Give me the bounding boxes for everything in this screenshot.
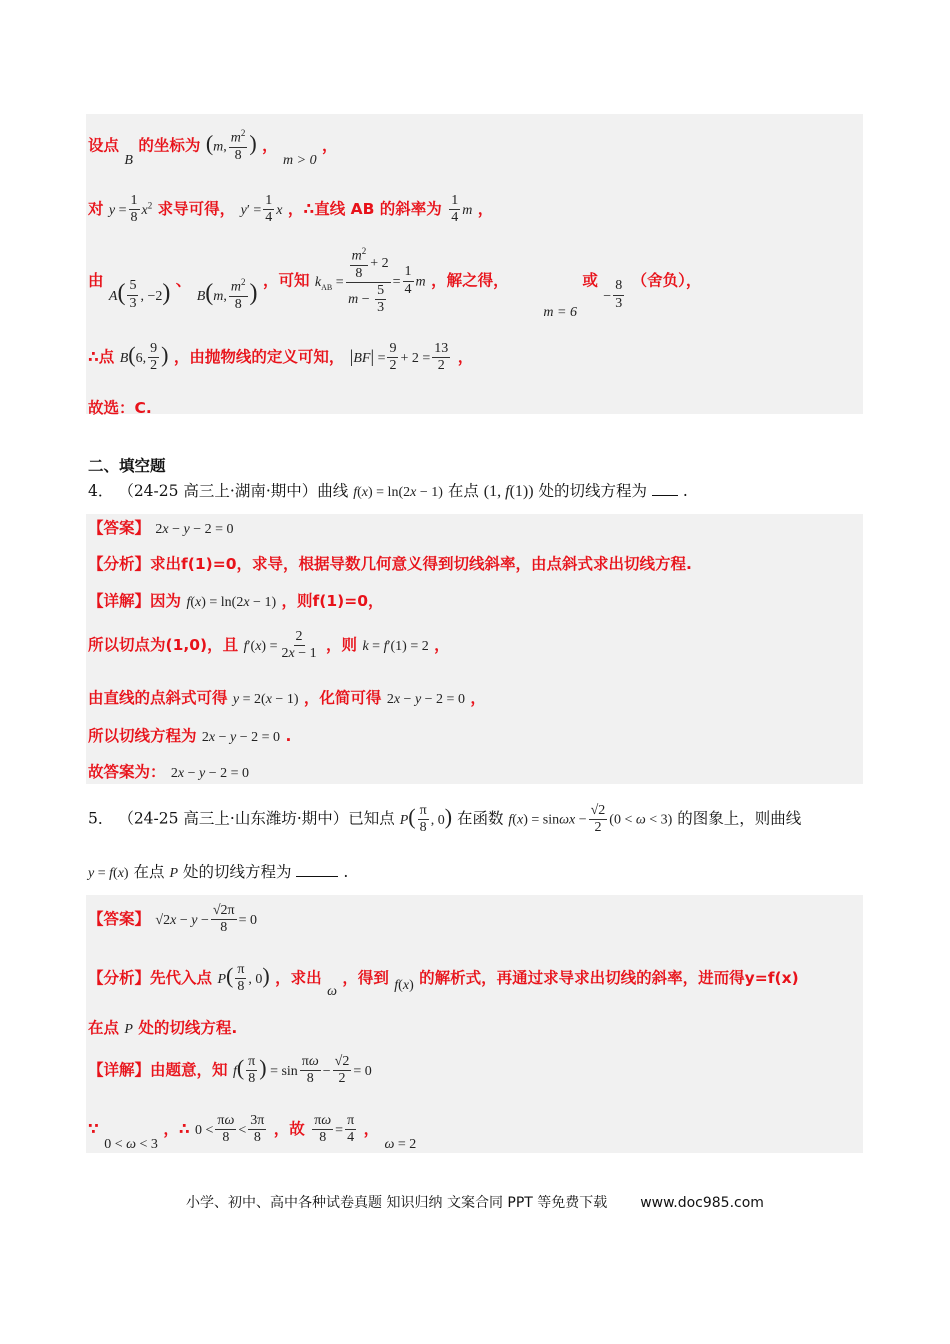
- frac-13-over-2: $\frac{13}{2}$: [434, 341, 449, 374]
- text: 在点: [133, 863, 165, 881]
- question-4: [88, 479, 688, 501]
- math-y-fx: y=f(x): [744, 969, 799, 988]
- solution-line-1: [88, 128, 338, 169]
- frac-1-over-4: $\frac{1}{4}$: [404, 264, 412, 297]
- analysis-label: 【分析】: [88, 555, 151, 573]
- q5-answer: [88, 903, 257, 936]
- text: 、: [175, 271, 192, 290]
- q5-step-1: [88, 1113, 417, 1153]
- text: 由题意，知: [150, 1061, 228, 1080]
- frac-pi-over-8: $\frac{\pi}{8}$: [237, 962, 245, 995]
- math-m: m: [415, 274, 426, 290]
- math-neg: −: [603, 288, 612, 304]
- math-P: P: [124, 1022, 133, 1037]
- text: 因为: [150, 592, 182, 610]
- solution-line-3: [88, 246, 702, 320]
- math-point: (1,0): [165, 636, 208, 655]
- math-answer: 2x − y − 2 = 0: [155, 522, 234, 537]
- text: ，解之得，: [431, 271, 509, 290]
- math-coord-B: (: [205, 130, 214, 156]
- question-number: 4．: [88, 482, 114, 500]
- text: ，可知: [262, 271, 310, 290]
- text: ，: [368, 592, 384, 610]
- answer-label: 【答案】: [88, 519, 151, 537]
- math-lt: <: [238, 1123, 247, 1139]
- frac-sqrt2pi-over-8: $\frac{√2\pi}{8}$: [212, 903, 235, 936]
- text: （舍负），: [631, 271, 702, 290]
- math-P: P(: [399, 803, 416, 829]
- math-kAB: $k_{AB}$ =: [314, 274, 344, 292]
- math-eq: =: [335, 1123, 344, 1139]
- text: 在点: [447, 482, 479, 500]
- text: 求导可得，: [157, 200, 236, 219]
- math-fprime: f′(x) =: [243, 639, 278, 655]
- math-sin: ) = sin: [259, 1055, 298, 1081]
- q5-analysis: [88, 962, 799, 1000]
- math-fx: f(x) = ln(2x − 1): [353, 485, 443, 500]
- math-answer: √2x − y −: [155, 913, 209, 929]
- frac-1-over-8: $\frac{1}{8}$: [130, 193, 138, 226]
- frac-m2-over-8: $\frac{m^2}{8}$: [230, 128, 246, 163]
- footer-url: www.doc985.com: [640, 1195, 764, 1211]
- frac-m2-over-8: $\frac{m^2}{8}$: [230, 277, 246, 312]
- q4-final-answer: [88, 760, 249, 782]
- math-fx: f(x) = ln(2x − 1): [186, 595, 277, 610]
- text: ∵: [88, 1120, 99, 1139]
- math-yprime: y′ =: [240, 203, 262, 219]
- frac-1-over-4: $\frac{1}{4}$: [451, 193, 459, 226]
- q5-detail: [88, 1054, 372, 1087]
- text: 所以切点为: [88, 636, 166, 655]
- math-point: (1, f(1)): [483, 483, 534, 500]
- text: ，则: [326, 636, 358, 655]
- math-m-positive: m > 0: [283, 153, 317, 169]
- math-simplified: 2x − y − 2 = 0: [386, 692, 465, 707]
- math-y-eq: y =: [108, 203, 127, 219]
- text: 故答案为：: [88, 763, 166, 781]
- text: ，: [434, 636, 450, 655]
- frac-3pi-over-8: $\frac{3\pi}{8}$: [250, 1113, 265, 1146]
- text: 处的切线方程.: [138, 1019, 238, 1037]
- frac-2-over-2x-1: $\frac{2}{2x - 1}$: [281, 629, 317, 662]
- math-B-coord: B(m,: [196, 279, 227, 306]
- math-B-point: B(6,: [119, 342, 147, 368]
- math-m: m: [462, 203, 473, 219]
- math-x: x: [276, 203, 283, 219]
- text: ，且: [207, 636, 239, 655]
- q4-step-3: [88, 724, 291, 746]
- frac-piomega-over-8: $\frac{\pi\omega}{8}$: [301, 1054, 319, 1087]
- frac-slope: $\frac{m^2}{8}$ + 2 m − $\frac{5}{3}$: [346, 246, 391, 316]
- q5-analysis-cont: [88, 1016, 237, 1038]
- text: 求出: [150, 555, 182, 573]
- text: .: [682, 482, 688, 500]
- math-neg2: , −2): [140, 279, 171, 306]
- frac-piomega-over-8: $\frac{\pi\omega}{8}$: [314, 1113, 332, 1146]
- math-m: m,: [213, 139, 227, 155]
- math-plus2: + 2 =: [400, 351, 431, 367]
- math-omega-eq-2: ω = 2: [384, 1137, 417, 1153]
- frac-9-over-2: $\frac{9}{2}$: [389, 341, 397, 374]
- text: 在点: [88, 1019, 120, 1037]
- q4-detail: [88, 589, 384, 611]
- q4-analysis: [88, 552, 692, 574]
- math-tangent: 2x − y − 2 = 0: [201, 730, 281, 745]
- math-eq: = 0: [238, 913, 258, 929]
- text: ，故: [273, 1120, 305, 1139]
- text: ，: [322, 136, 338, 155]
- frac-piomega-over-8: $\frac{\pi\omega}{8}$: [217, 1113, 235, 1146]
- text: ，∴直线 AB 的斜率为: [287, 200, 442, 219]
- math-fx: f(x): [394, 978, 414, 994]
- text: ，: [470, 689, 486, 707]
- math-eq: = 0: [353, 1064, 372, 1080]
- text: ，: [262, 136, 278, 155]
- page-footer: [0, 1192, 950, 1212]
- paren: ): [249, 130, 257, 156]
- text: ，由抛物线的定义可知，: [173, 348, 345, 367]
- text: 或: [582, 271, 598, 290]
- math-zero: , 0): [248, 963, 270, 989]
- text: ，化简可得: [303, 689, 382, 707]
- question-number: 5．: [88, 809, 114, 828]
- question-source: （24-25 高三上·湖南·期中）曲线: [118, 482, 349, 500]
- math-line: y = 2(x − 1): [232, 692, 299, 707]
- frac-sqrt2-over-2: $\frac{√2}{2}$: [590, 803, 606, 836]
- text: .: [285, 727, 292, 745]
- question-5: [88, 803, 801, 836]
- answer-blank: [296, 875, 338, 877]
- text: 处的切线方程为: [182, 863, 292, 881]
- math-f1: f(1)=0: [312, 592, 368, 610]
- text: 的解析式，再通过求导求出切线的斜率，进而得: [419, 969, 745, 988]
- math-BF: |BF| =: [349, 346, 386, 367]
- math-f1: f(1)=0: [181, 555, 237, 573]
- math-minus: −: [322, 1064, 331, 1080]
- text: 由: [88, 271, 104, 290]
- math-k: k = f′(1) = 2: [362, 639, 429, 655]
- footer-text: 小学、初中、高中各种试卷真题 知识归纳 文案合同 PPT 等免费下载: [186, 1195, 608, 1211]
- text: 由直线的点斜式可得: [88, 689, 228, 707]
- frac-sqrt2-over-2: $\frac{√2}{2}$: [334, 1054, 350, 1087]
- answer-label: 【答案】: [88, 910, 151, 929]
- paren: ): [161, 342, 169, 368]
- text: ，: [477, 200, 494, 219]
- text: 所以切线方程为: [88, 727, 197, 745]
- frac-pi-over-8: $\frac{\pi}{8}$: [248, 1054, 256, 1087]
- math-x2: $x^2$: [141, 200, 153, 219]
- math-bound: 0 <: [195, 1123, 214, 1139]
- question-5-cont: [88, 860, 348, 882]
- math-zero: , 0): [430, 803, 453, 829]
- math-range: (0 < ω < 3): [609, 812, 673, 828]
- text: 的坐标为: [138, 136, 201, 155]
- math-omega: ω: [327, 984, 337, 1000]
- q4-step-2: [88, 686, 486, 708]
- answer-choice: 故选：C.: [88, 399, 152, 417]
- frac-8-over-3: $\frac{8}{3}$: [615, 278, 623, 311]
- math-P: P: [169, 866, 179, 881]
- text: ，: [363, 1120, 380, 1139]
- math-P: P(: [217, 963, 234, 989]
- q4-answer: [88, 516, 234, 538]
- solution-line-4: [88, 341, 473, 374]
- math-y-fx: y = f(x): [88, 866, 129, 881]
- frac-9-over-2: $\frac{9}{2}$: [150, 341, 158, 374]
- text: ∴点: [88, 348, 115, 367]
- frac-pi-over-4: $\frac{\pi}{4}$: [347, 1113, 355, 1146]
- math: B: [124, 153, 133, 169]
- text: 对: [88, 200, 104, 219]
- detail-label: 【详解】: [88, 592, 151, 610]
- text: 先代入点: [150, 969, 213, 988]
- text: 的图象上，则曲线: [677, 809, 802, 828]
- math-final: 2x − y − 2 = 0: [170, 766, 250, 781]
- solution-line-2: [88, 193, 493, 226]
- math-fx: f(x) = sinωx −: [508, 812, 587, 828]
- text: ，求导，根据导数几何意义得到切线斜率，由点斜式求出切线方程.: [236, 555, 692, 573]
- text: 设点: [88, 136, 120, 155]
- text: ，得到: [342, 969, 389, 988]
- text: 处的切线方程为: [538, 482, 647, 500]
- math-m-eq-6: m = 6: [543, 304, 577, 320]
- text: ，∴: [163, 1120, 190, 1139]
- detail-label: 【详解】: [88, 1061, 151, 1080]
- math-f-pi8: f(: [232, 1055, 245, 1081]
- answer-blank: [652, 494, 678, 496]
- q4-step-1: [88, 629, 450, 662]
- question-source: （24-25 高三上·山东潍坊·期中）已知点: [118, 809, 395, 828]
- frac-pi-over-8: $\frac{\pi}{8}$: [419, 803, 427, 836]
- section-title: 二、填空题: [88, 457, 166, 475]
- text: ，: [457, 348, 474, 367]
- text: ，则: [281, 592, 313, 610]
- text: 在函数: [456, 809, 504, 828]
- frac-5-over-3: $\frac{5}{3}$: [129, 278, 137, 311]
- text: .: [343, 863, 349, 881]
- paren: ): [249, 279, 258, 306]
- frac-1-over-4: $\frac{1}{4}$: [265, 193, 273, 226]
- math-eq: =: [392, 274, 401, 290]
- math-A-coord: A(: [108, 279, 126, 306]
- text: ，求出: [275, 969, 322, 988]
- analysis-label: 【分析】: [88, 969, 151, 988]
- math-omega-range: 0 < ω < 3: [104, 1137, 158, 1153]
